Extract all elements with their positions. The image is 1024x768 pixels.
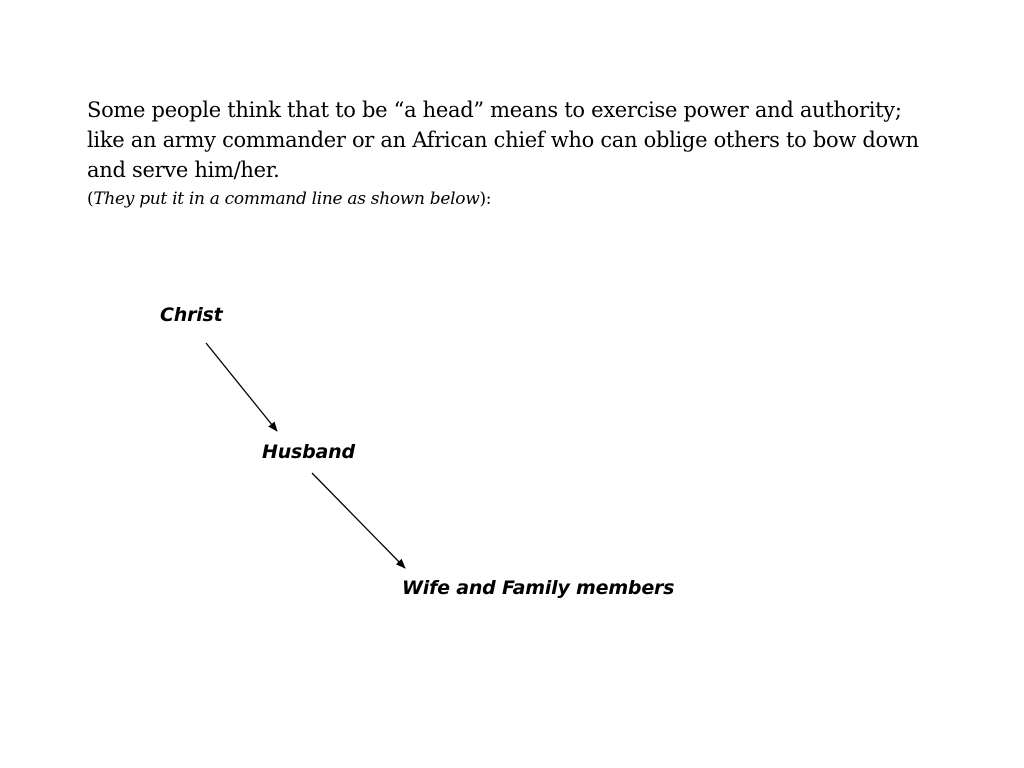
note-close-paren: ): [479, 189, 492, 209]
intro-text-block [87, 95, 927, 211]
arrow-christ-to-husband [206, 343, 277, 431]
node-husband: Husband [262, 441, 355, 463]
intro-note [87, 187, 927, 211]
node-christ: Christ [160, 304, 223, 326]
note-open-paren: ( [87, 189, 94, 209]
node-wife-and-family-members: Wife and Family members [402, 577, 675, 599]
intro-paragraph: Some people think that to be “a head” means to exercise power and authority; like an army commander or an African chief who can oblige others to bow down and serve him/her. [87, 98, 919, 182]
note-italic-text: They put it in a command line as shown below [93, 189, 480, 209]
arrow-husband-to-wife [312, 473, 405, 568]
